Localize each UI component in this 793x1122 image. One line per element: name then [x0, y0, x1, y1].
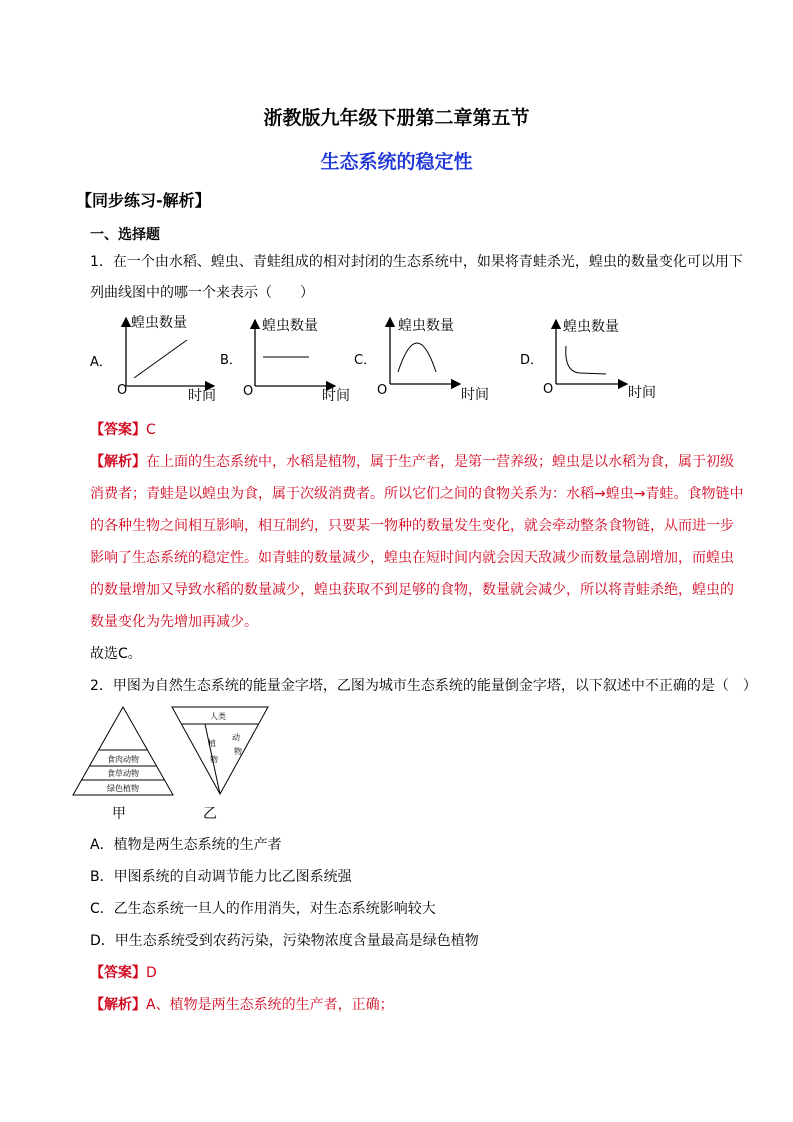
- q2-pyramids: [0, 700, 793, 825]
- graph-b-xlabel: 时间: [322, 388, 350, 404]
- pyramid-jia-level-1: 食肉动物: [107, 755, 139, 764]
- q1-analysis-line6: 数量变化为先增加再减少。: [90, 614, 258, 630]
- pyramid-jia-caption: 甲: [112, 806, 126, 822]
- q1-answer-tag: 【答案】: [90, 422, 146, 438]
- pyramid-yi-left-1: 植: [208, 739, 216, 748]
- page-subtitle: 生态系统的稳定性: [320, 151, 473, 173]
- graph-a-ylabel: 蝗虫数量: [131, 315, 187, 331]
- graph-d-ylabel: 蝗虫数量: [563, 319, 619, 335]
- q2-option-c: C．乙生态系统一旦人的作用消失，对生态系统影响较大: [90, 901, 436, 917]
- graph-a-xlabel: 时间: [188, 388, 216, 404]
- q1-stem-line2: 列曲线图中的哪一个来表示（ ）: [90, 285, 314, 301]
- q2-analysis-tag: 【解析】: [90, 997, 146, 1013]
- q1-analysis-line4: 影响了生态系统的稳定性。如青蛙的数量减少，蝗虫在短时间内就会因天敌减少而数量急剧增加，而蝗虫: [90, 550, 734, 566]
- q1-analysis-line5: 的数量增加又导致水稻的数量减少，蝗虫获取不到足够的食物，数量就会减少，所以将青蛙杀绝，蝗虫的: [90, 582, 734, 598]
- graph-c-origin: O: [377, 383, 388, 398]
- q1-answer-value: C: [146, 422, 156, 438]
- q2-answer-value: D: [146, 965, 157, 981]
- graph-b: [220, 317, 350, 404]
- pyramid-jia: [73, 707, 173, 822]
- graph-c-letter: C．: [354, 353, 377, 368]
- graph-c: [354, 317, 489, 403]
- q2-option-b: B．甲图系统的自动调节能力比乙图系统强: [90, 869, 352, 885]
- q1-analysis-line2: 消费者；青蛙是以蝗虫为食，属于次级消费者。所以它们之间的食物关系为：水稻→蝗虫→青蛙。食物链中: [90, 486, 744, 502]
- pyramid-yi-left-2: 物: [210, 755, 218, 764]
- section-label: 【同步练习-解析】: [76, 191, 211, 210]
- graph-a: [90, 314, 216, 404]
- q2-answer-tag: 【答案】: [90, 965, 146, 981]
- pyramid-yi-right-2: 物: [234, 747, 242, 756]
- q1-analysis-line3: 的各种生物之间相互影响，相互制约，只要某一物种的数量发生变化，就会牵动整条食物链，从而进一步: [90, 518, 734, 534]
- graph-d-origin: O: [543, 382, 554, 397]
- graph-b-ylabel: 蝗虫数量: [262, 318, 318, 334]
- q1-conclusion: 故选C。: [90, 646, 142, 662]
- q1-analysis-line1: [90, 451, 734, 471]
- graph-b-letter: B．: [220, 353, 242, 368]
- graph-d-letter: D．: [520, 353, 544, 368]
- pyramid-yi: [172, 707, 268, 822]
- pyramid-jia-level-3: 绿色植物: [107, 784, 139, 793]
- q1-analysis-text-1: 在上面的生态系统中，水稻是植物，属于生产者，是第一营养级；蝗虫是以水稻为食，属于初级: [146, 454, 734, 470]
- q2-analysis: [90, 994, 394, 1014]
- q1-graphs: [0, 300, 793, 410]
- graph-c-ylabel: 蝗虫数量: [398, 318, 454, 334]
- q1-analysis-tag: 【解析】: [90, 454, 146, 470]
- graph-c-xlabel: 时间: [461, 387, 489, 403]
- q2-analysis-text: A、植物是两生态系统的生产者，正确；: [146, 997, 394, 1013]
- page-title: 浙教版九年级下册第二章第五节: [263, 107, 530, 129]
- q2-answer: [90, 962, 157, 982]
- graph-d: [520, 318, 656, 401]
- part-label: 一、选择题: [90, 227, 160, 243]
- pyramid-yi-right-1: 动: [232, 733, 240, 742]
- graph-a-origin: O: [117, 383, 128, 398]
- q2-option-a: A．植物是两生态系统的生产者: [90, 837, 282, 853]
- pyramid-yi-caption: 乙: [203, 806, 217, 822]
- q1-answer: [90, 419, 156, 439]
- q2-stem: 2．甲图为自然生态系统的能量金字塔，乙图为城市生态系统的能量倒金字塔，以下叙述中不正确的是（ ）: [90, 678, 757, 694]
- graph-a-letter: A．: [90, 355, 112, 370]
- pyramid-jia-level-2: 食草动物: [107, 769, 139, 778]
- graph-b-origin: O: [243, 384, 254, 399]
- graph-d-xlabel: 时间: [628, 385, 656, 401]
- q1-stem-line1: 1．在一个由水稻、蝗虫、青蛙组成的相对封闭的生态系统中，如果将青蛙杀光，蝗虫的数量变化可以用下: [90, 254, 743, 270]
- pyramid-yi-top: 人类: [210, 712, 226, 721]
- q2-option-d: D．甲生态系统受到农药污染，污染物浓度含量最高是绿色植物: [90, 933, 479, 949]
